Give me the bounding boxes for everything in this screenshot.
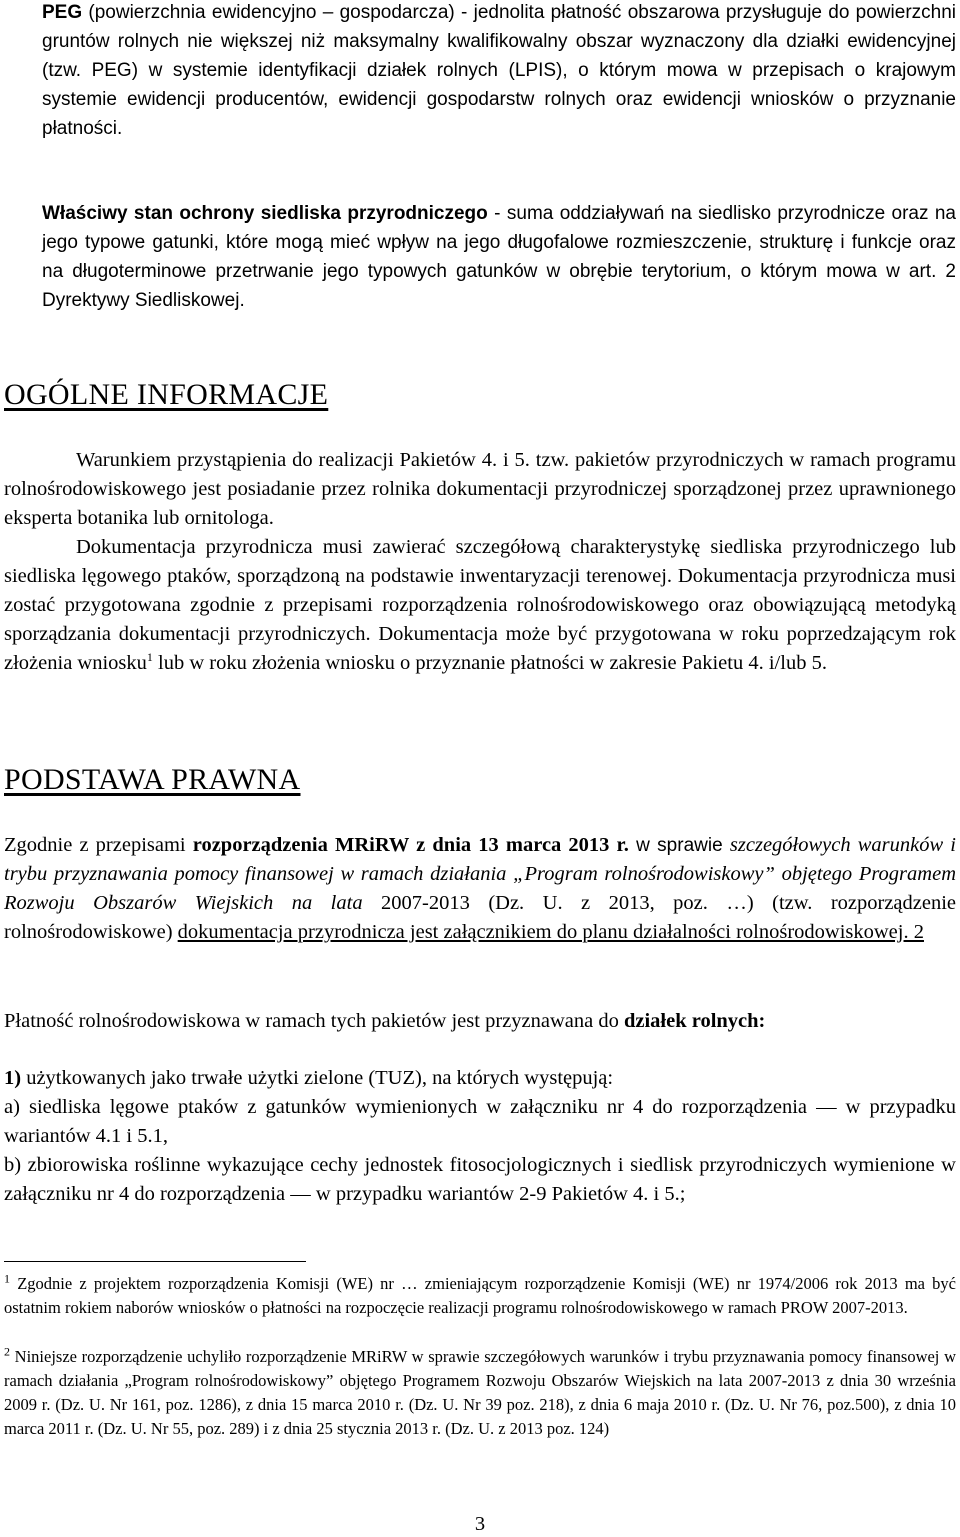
legal-tail: 2007-2013 (Dz. U. z 2013, poz. …) (tzw. rozporządzenie rolnośrodowiskowe) [4, 892, 957, 943]
list-number: 1) [4, 1067, 22, 1089]
list-item-b: b) zbiorowiska roślinne wykazujące cechy jednostek fitosocjologicznych i siedlisk przyrodniczych wymienione w załączniku nr 4 do rozporządzenia — w przypadku wariantów 2-9 Pakietów 4. i 5.; [4, 1154, 956, 1205]
footnote-separator [4, 1261, 306, 1262]
footnote-2 [4, 1345, 956, 1441]
general-info-text-1: Warunkiem przystąpienia do realizacji Pakietów 4. i 5. tzw. pakietów przyrodniczych w ramach programu rolnośrodowiskowego jest posiadanie przez rolnika dokumentacji przyrodniczej sporządzonej przez uprawnionego eksperta botanika lub ornitologa. [4, 449, 956, 529]
page-number: 3 [474, 1513, 486, 1535]
legal-basis-heading: PODSTAWA PRAWNA [4, 763, 301, 796]
general-info-text-2a: Dokumentacja przyrodnicza musi zawierać szczegółową charakterystykę siedliska przyrodniczego lub siedliska lęgowego ptaków, sporządzoną na podstawie inwentaryzacji terenowej. Dokumentacja przyrodnicza musi zostać przygotowana zgodnie z przepisami rozporządzenia rolnośrodowiskowego oraz obowiązującą metodyką sporządzania dokumentacji przyrodniczych. Dokumentacja może być przygotowana w roku poprzedzającym rok złożenia wniosku [4, 536, 956, 674]
footnote-ref-1[interactable]: 1 [146, 650, 153, 665]
footnote-1 [4, 1272, 956, 1320]
general-info-paragraph-2 [4, 533, 956, 678]
payment-paragraph [4, 1007, 956, 1036]
legal-lead: Zgodnie z przepisami [4, 834, 193, 856]
legal-basis-paragraph [4, 831, 956, 947]
legal-mid: w sprawie [628, 835, 730, 856]
footnote-2-text: Niniejsze rozporządzenie uchyliło rozporządzenie MRiRW w sprawie szczegółowych warunków i trybu przyznawania pomocy finansowej w ramach działania „Program rolnośrodowiskowy” objętego Programem Rozwoju Obszarów Wiejskich na lata 2007-2013 z dnia 30 września 2009 r. (Dz. U. Nr 161, poz. 1286), z dnia 15 marca 2010 r. (Dz. U. Nr 39 poz. 218), z dnia 6 maja 2010 r. (Dz. U. Nr 76, poz.500), z dnia 10 marca 2011 r. (Dz. U. Nr 55, poz. 289) i z dnia 25 stycznia 2013 r. (Dz. U. z 2013 poz. 124) [4, 1347, 956, 1438]
habitat-definition [42, 199, 956, 315]
peg-definition [42, 0, 956, 143]
habitat-term: Właściwy stan ochrony siedliska przyrodniczego [42, 203, 488, 224]
habitat-text: - suma oddziaływań na siedlisko przyrodnicze oraz na jego typowe gatunki, które mogą mieć wpływ na jego długofalowe rozmieszczenie, strukturę i funkcje oraz na długoterminowe przetrwanie jego typowych gatunków w obrębie terytorium, o którym mowa w art. 2 Dyrektywy Siedliskowej. [42, 203, 957, 311]
payment-bold: działek rolnych: [623, 1010, 766, 1032]
general-info-heading: OGÓLNE INFORMACJE [4, 378, 329, 411]
regulation-title: szczegółowych warunków i trybu przyznawania pomocy finansowej w ramach działania „Program rolnośrodowiskowy” objętego Programem Rozwoju Obszarów Wiejskich na lata [4, 834, 956, 914]
list-intro-text: użytkowanych jako trwałe użytki zielone (TUZ), na których występują: [21, 1067, 614, 1089]
regulation-name: rozporządzenia MRiRW z dnia 13 marca 2013 r. [192, 834, 629, 856]
list-item-a: a) siedliska lęgowe ptaków z gatunków wymienionych w załączniku nr 4 do rozporządzenia — w przypadku wariantów 4.1 i 5.1, [4, 1096, 956, 1147]
footnote-2-number: 2 [4, 1344, 10, 1359]
peg-text: (powierzchnia ewidencyjno – gospodarcza) - jednolita płatność obszarowa przysługuje do powierzchni gruntów rolnych nie większej niż maksymalny kwalifikowalny obszar wyznaczony dla działki ewidencyjnej (tzw. PEG) w systemie identyfikacji działek rolnych (LPIS), o którym mowa w przepisach o krajowym systemie ewidencji producentów, ewidencji gospodarstw rolnych oraz ewidencji wniosków o przyznanie płatności. [42, 2, 956, 139]
general-info-text-2b: lub w roku złożenia wniosku o przyznanie płatności w zakresie Pakietu 4. i/lub 5. [152, 652, 827, 674]
general-info-paragraph-1 [4, 446, 956, 533]
legal-underlined: dokumentacja przyrodnicza jest załącznikiem do planu działalności rolnośrodowiskowej. 2 [177, 921, 924, 943]
footnote-1-text: Zgodnie z projektem rozporządzenia Komisji (WE) nr … zmieniającym rozporządzenie Komisji (WE) nr 1974/2006 rok 2013 ma być ostatnim rokiem naborów wniosków o płatności na rozpoczęcie realizacji programu rolnośrodowiskowego w ramach PROW 2007-2013. [4, 1274, 956, 1317]
peg-term: PEG [42, 2, 83, 23]
footnote-1-number: 1 [4, 1271, 10, 1286]
list-intro [4, 1064, 956, 1093]
payment-lead: Płatność rolnośrodowiskowa w ramach tych pakietów jest przyznawana do [4, 1010, 624, 1032]
